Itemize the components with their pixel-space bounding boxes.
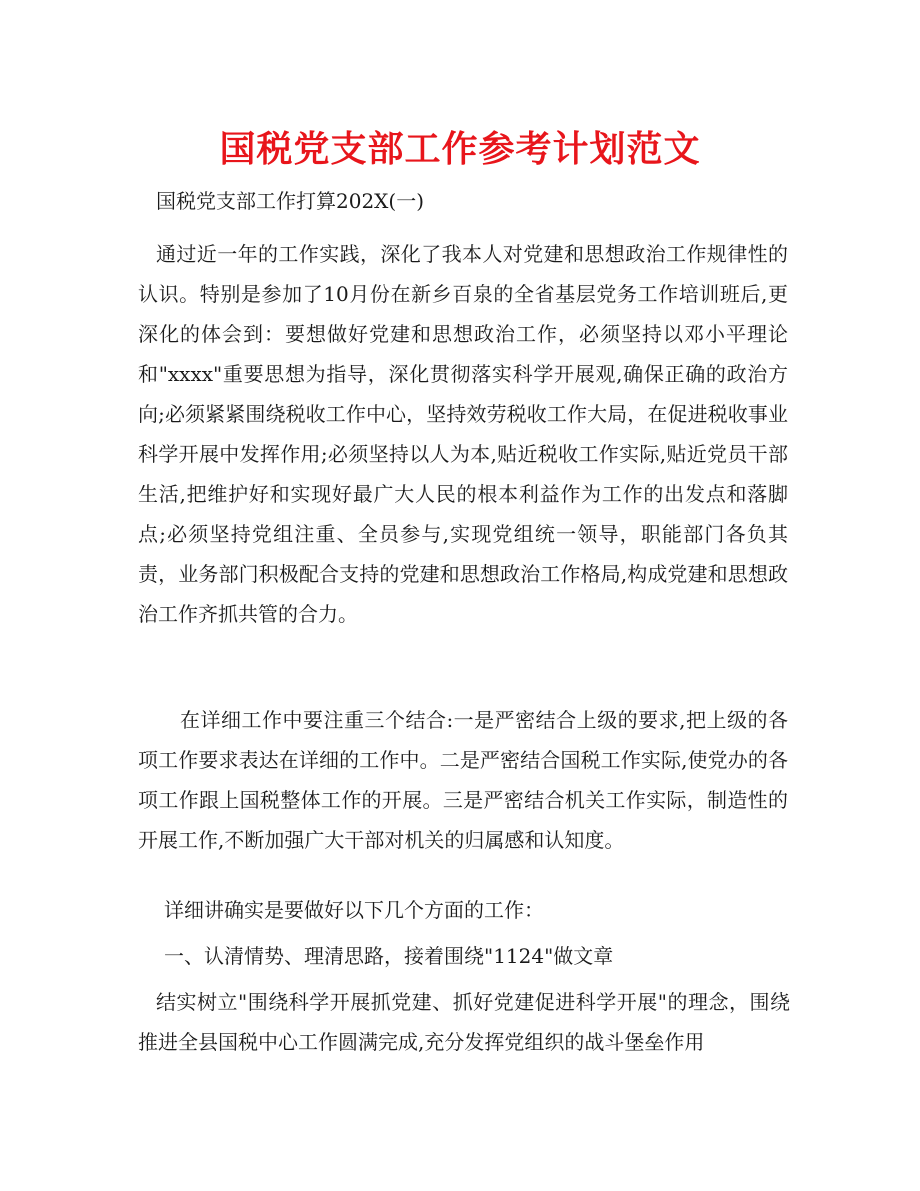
paragraph-3: 详细讲确实是要做好以下几个方面的工作：: [164, 898, 544, 922]
document-title: 国税党支部工作参考计划范文: [219, 129, 701, 170]
paragraph-2: 在详细工作中要注重三个结合:一是严密结合上级的要求,把上级的各项工作要求表达在详细的工作中。二是严密结合国税工作实际,使党办的各项工作跟上国税整体工作的开展。三是严密结合机关工作实际，制造性的开展工作,不断加强广大干部对机关的归属感和认知度。: [138, 708, 788, 852]
paragraph-4: 结实树立"围绕科学开展抓党建、抓好党建促进科学开展"的理念，围绕推进全县国税中心工作圆满完成,充分发挥党组织的战斗堡垒作用: [138, 990, 790, 1054]
document-subtitle: 国税党支部工作打算202X(一): [156, 189, 425, 213]
paragraph-1: 通过近一年的工作实践，深化了我本人对党建和思想政治工作规律性的认识。特别是参加了10月份在新乡百泉的全省基层党务工作培训班后,更深化的体会到：要想做好党建和思想政治工作，必须坚持以邓小平理论和"xxxx"重要思想为指导，深化贯彻落实科学开展观,确保正确的政治方向;必须紧紧围绕税收工作中心，坚持效劳税收工作大局，在促进税收事业科学开展中发挥作用;必须坚持以人为本,贴近税收工作实际,贴近党员干部生活,把维护好和实现好最广大人民的根本利益作为工作的出发点和落脚点;必须坚持党组注重、全员参与,实现党组统一领导，职能部门各负其责，业务部门积极配合支持的党建和思想政治工作格局,构成党建和思想政治工作齐抓共管的合力。: [138, 242, 788, 626]
section-heading-1: 一、认清情势、理清思路，接着围绕"1124"做文章: [164, 944, 614, 968]
